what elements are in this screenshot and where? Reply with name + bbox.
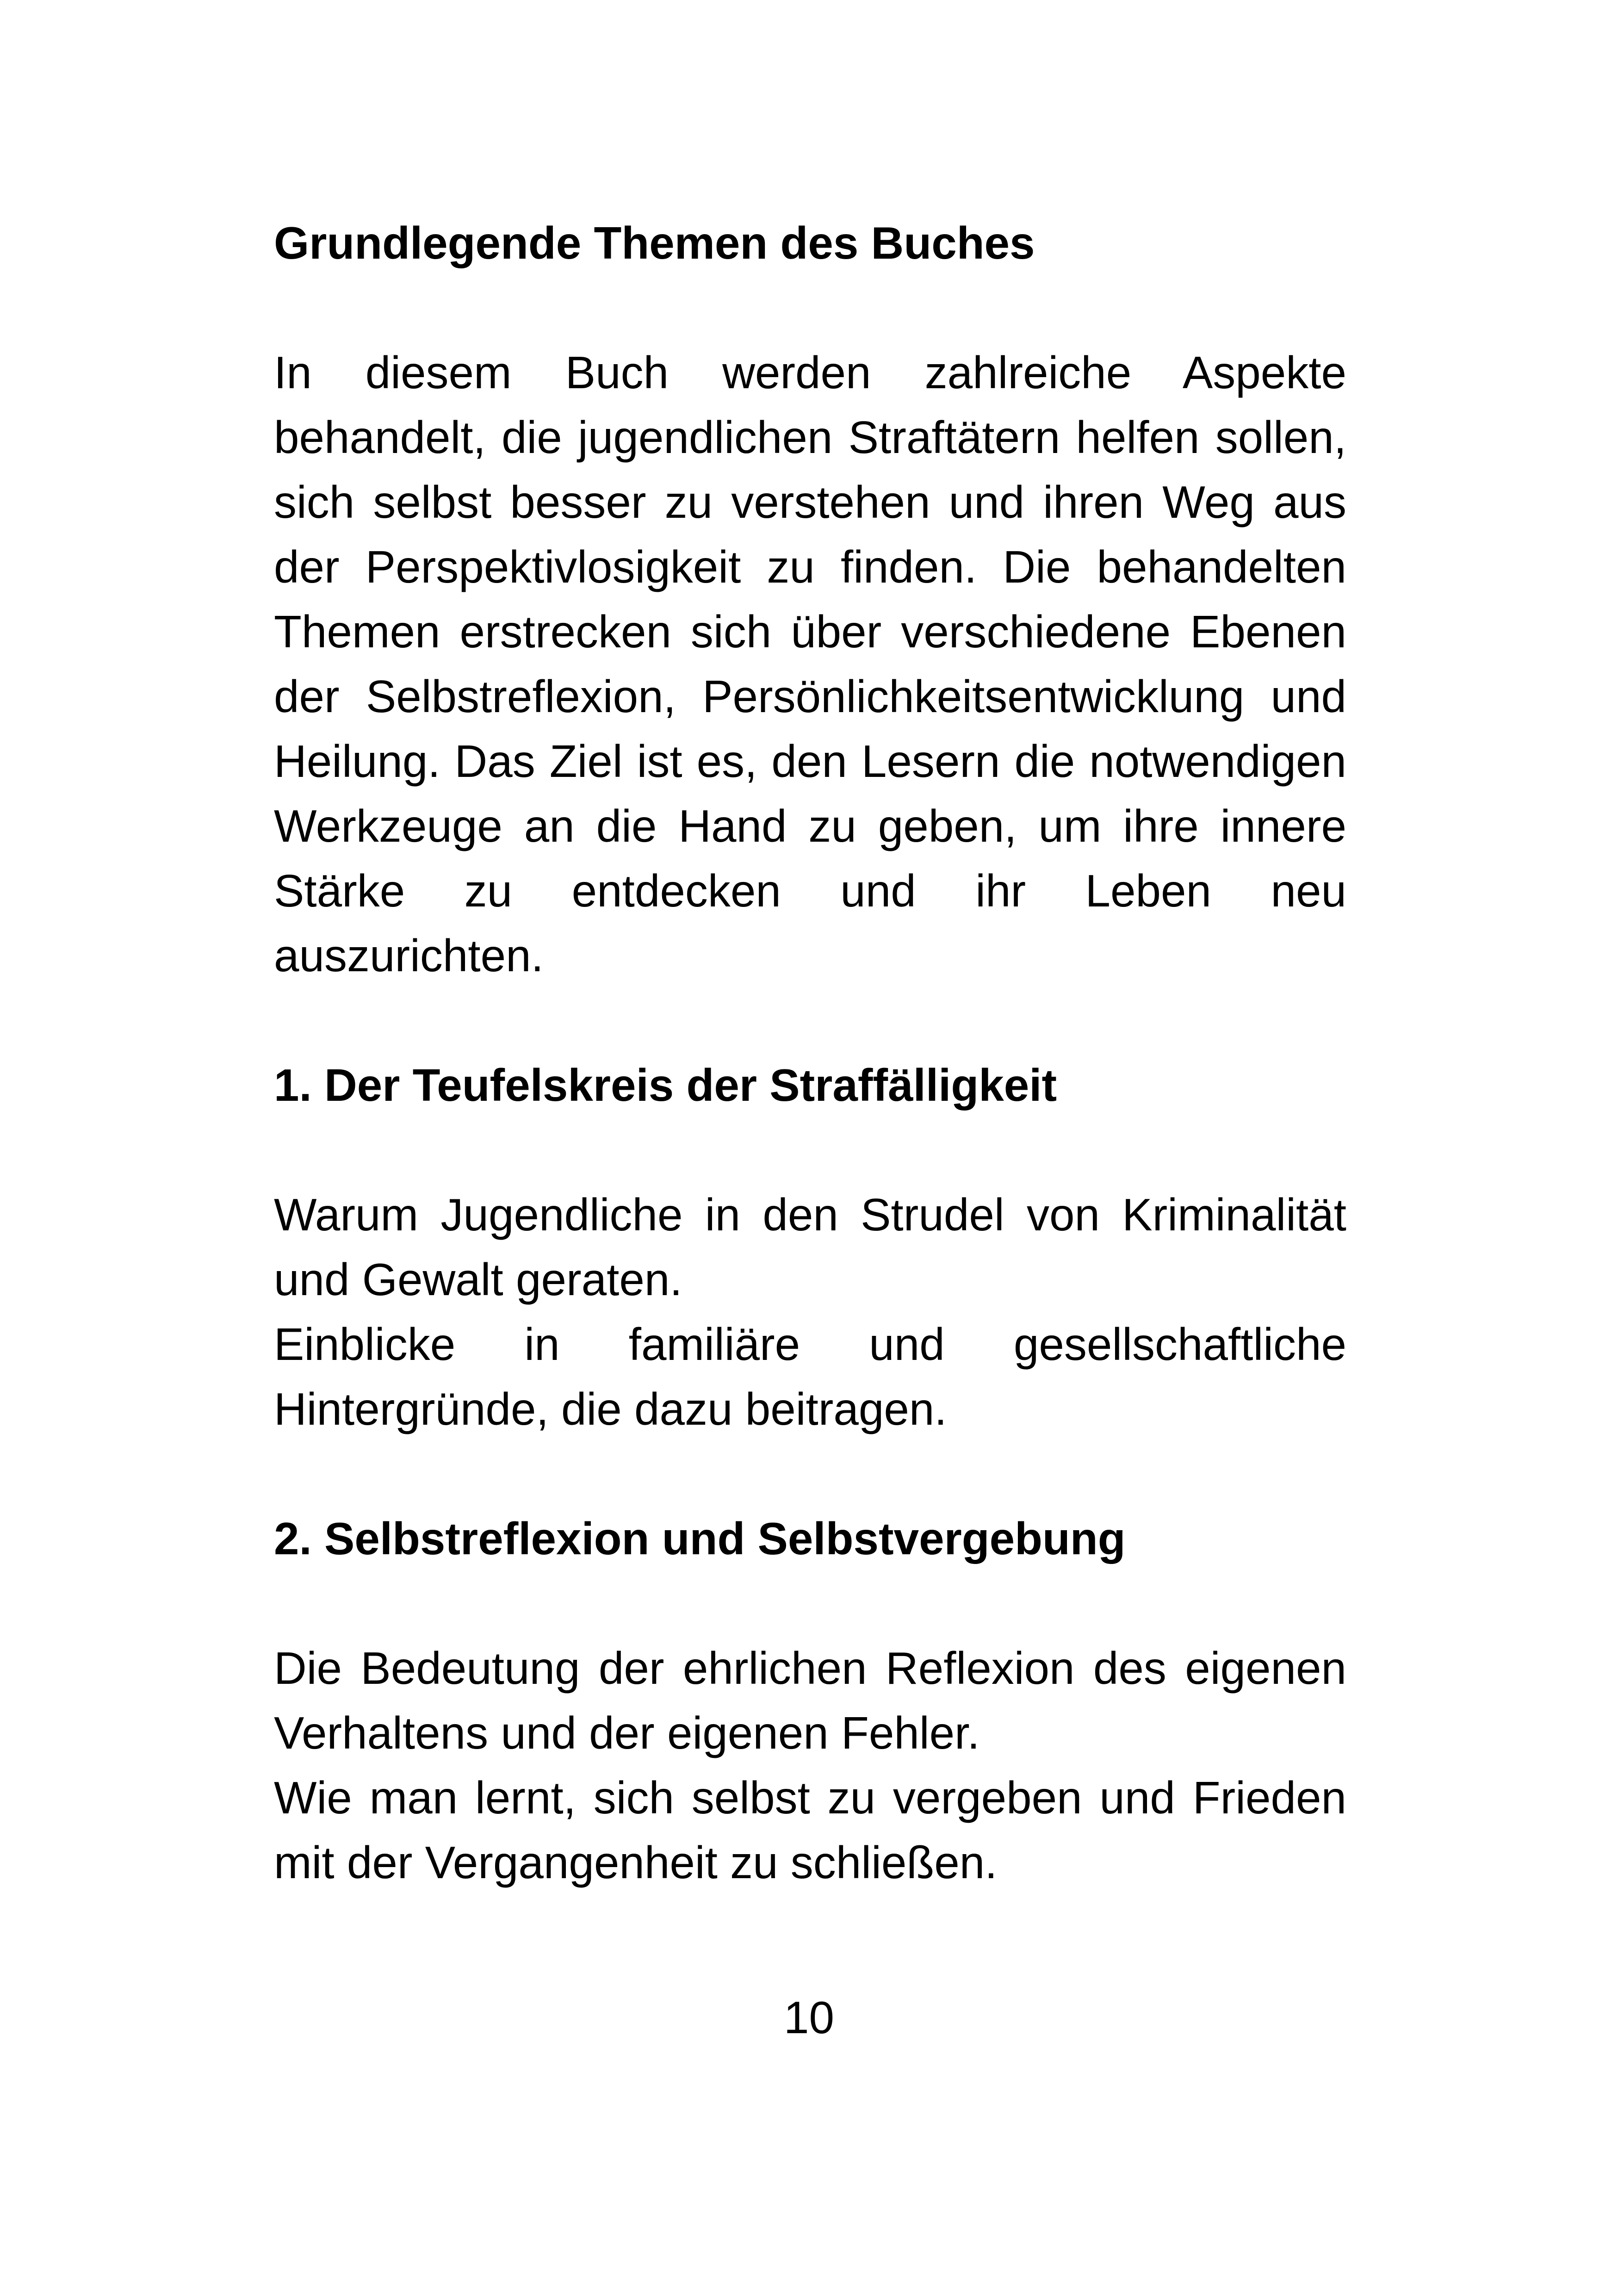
section-2-paragraph-2: Wie man lernt, sich selbst zu vergeben und Frieden mit der Vergangenheit zu schließen. <box>274 1772 1346 1888</box>
section-2-title: 2. Selbstreflexion und Selbstvergebung <box>274 1513 1126 1564</box>
section-2-paragraph-1: Die Bedeutung der ehrlichen Reflexion des eigenen Verhaltens und der eigenen Fehler. <box>274 1643 1346 1758</box>
chapter-heading: Grundlegende Themen des Buches <box>274 217 1035 268</box>
section-1-paragraph-1: Warum Jugendliche in den Strudel von Kriminalität und Gewalt geraten. <box>274 1189 1346 1305</box>
intro-paragraph: In diesem Buch werden zahlreiche Aspekte behandelt, die jugendlichen Straftätern helfen sollen, sich selbst besser zu verstehen und ihren Weg aus der Perspektivlosigkeit zu finden. Die behandelten Themen erstrecken sich über verschiedene Ebenen der Selbstreflexion, Persönlichkeitsentwicklung und Heilung. Das Ziel ist es, den Lesern die notwendigen Werkzeuge an die Hand zu geben, um ihre innere Stärke zu entdecken und ihr Leben neu auszurichten. <box>274 347 1346 981</box>
page-number: 10 <box>783 1992 834 2043</box>
section-1-title: 1. Der Teufelskreis der Straffälligkeit <box>274 1060 1057 1111</box>
section-1-paragraph-2: Einblicke in familiäre und gesellschaftliche Hintergründe, die dazu beitragen. <box>274 1319 1346 1434</box>
